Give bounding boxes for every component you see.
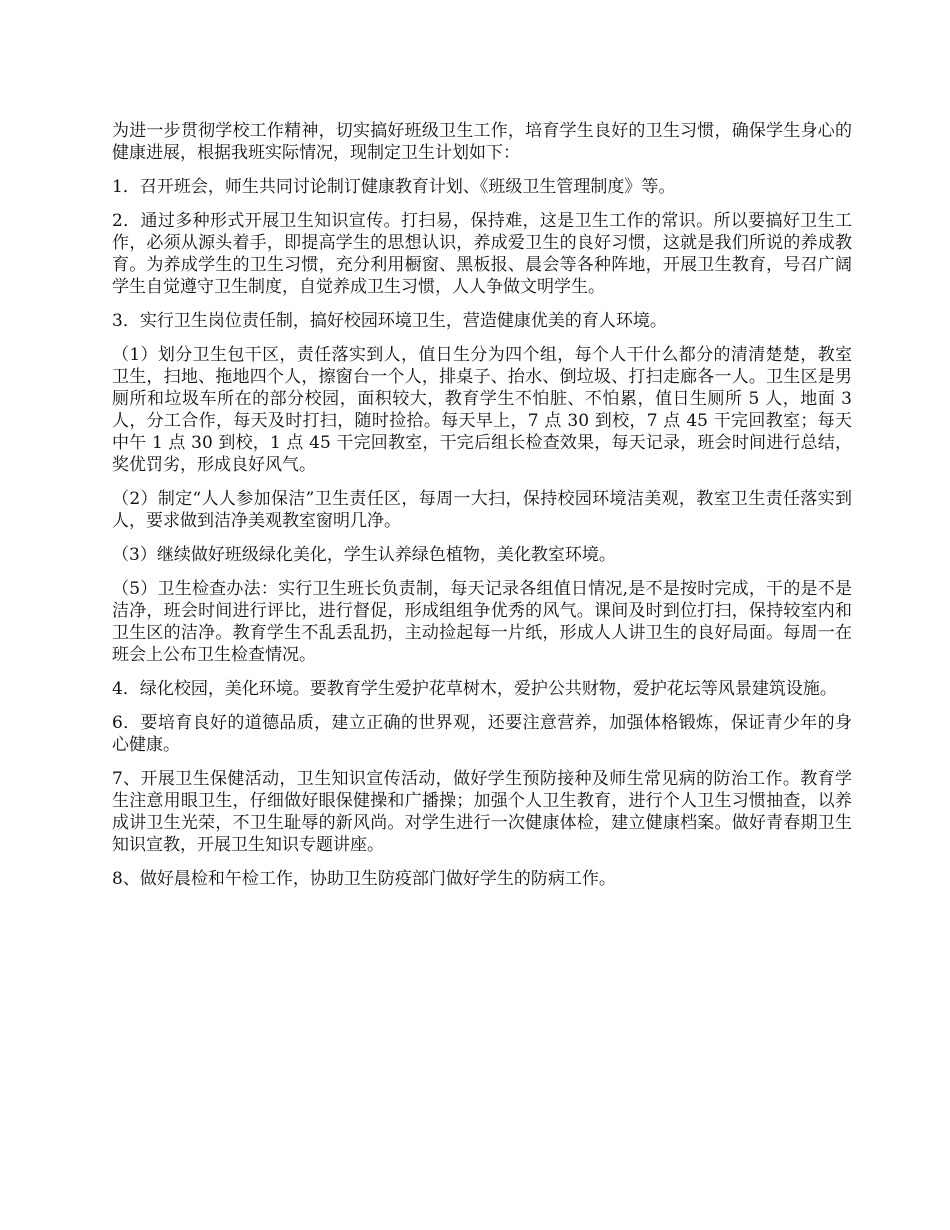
item-6-paragraph: 6．要培育良好的道德品质，建立正确的世界观，还要注意营养，加强体格锻炼，保证青少年的身心健康。 (112, 713, 852, 755)
item-4-paragraph: 4．绿化校园，美化环境。要教育学生爱护花草树木，爱护公共财物，爱护花坛等风景建筑设施。 (112, 679, 837, 699)
item-3-paragraph: 3．实行卫生岗位责任制，搞好校园环境卫生，营造健康优美的育人环境。 (112, 311, 667, 331)
item-7-paragraph: 7、开展卫生保健活动，卫生知识宣传活动，做好学生预防接种及师生常见病的防治工作。教育学生注意用眼卫生，仔细做好眼保健操和广播操；加强个人卫生教育，进行个人卫生习惯抽查，以养成讲卫生光荣，不卫生耻辱的新风尚。对学生进行一次健康体检，建立健康档案。做好青春期卫生知识宣教，开展卫生知识专题讲座。 (112, 769, 852, 855)
subitem-5-paragraph: （5）卫生检查办法：实行卫生班长负责制，每天记录各组值日情况,是不是按时完成，干的是不是洁净，班会时间进行评比，进行督促，形成组组争优秀的风气。课间及时到位打扫，保持较室内和卫生区的洁净。教育学生不乱丢乱扔，主动捡起每一片纸，形成人人讲卫生的良好局面。每周一在班会上公布卫生检查情况。 (112, 579, 852, 665)
item-2-paragraph: 2．通过多种形式开展卫生知识宣传。打扫易，保持难，这是卫生工作的常识。所以要搞好卫生工作，必须从源头着手，即提高学生的思想认识，养成爱卫生的良好习惯，这就是我们所说的养成教育。为养成学生的卫生习惯，充分利用橱窗、黑板报、晨会等各种阵地，开展卫生教育，号召广阔学生自觉遵守卫生制度，自觉养成卫生习惯，人人争做文明学生。 (112, 211, 852, 297)
subitem-2-paragraph: （2）制定“人人参加保洁”卫生责任区，每周一大扫，保持校园环境洁美观，教室卫生责任落实到人，要求做到洁净美观教室窗明几净。 (112, 489, 852, 531)
subitem-3-paragraph: （3）继续做好班级绿化美化，学生认养绿色植物，美化教室环境。 (112, 545, 616, 565)
subitem-1-paragraph: （1）划分卫生包干区，责任落实到人，值日生分为四个组，每个人干什么都分的清清楚楚，教室卫生，扫地、拖地四个人，擦窗台一个人，排桌子、抬水、倒垃圾、打扫走廊各一人。卫生区是男厕所和垃圾车所在的部分校园，面积较大，教育学生不怕脏、不怕累，值日生厕所 5 人，地面 3 人，分工合作，每天及时打扫，随时捡拾。每天早上，7 点 30 到校，7 点 45 干完回教室；每天中午 1 点 30 到校，1 点 45 干完回教室，干完后组长检查效果，每天记录，班会时间进行总结，奖优罚劣，形成良好风气。 (112, 345, 852, 475)
intro-paragraph: 为进一步贯彻学校工作精神，切实搞好班级卫生工作，培育学生良好的卫生习惯，确保学生身心的健康进展，根据我班实际情况，现制定卫生计划如下： (112, 121, 852, 163)
document-body (112, 120, 852, 902)
item-1-paragraph: 1．召开班会，师生共同讨论制订健康教育计划、《班级卫生管理制度》等。 (112, 177, 676, 197)
item-8-paragraph: 8、做好晨检和午检工作，协助卫生防疫部门做好学生的防病工作。 (112, 869, 616, 889)
